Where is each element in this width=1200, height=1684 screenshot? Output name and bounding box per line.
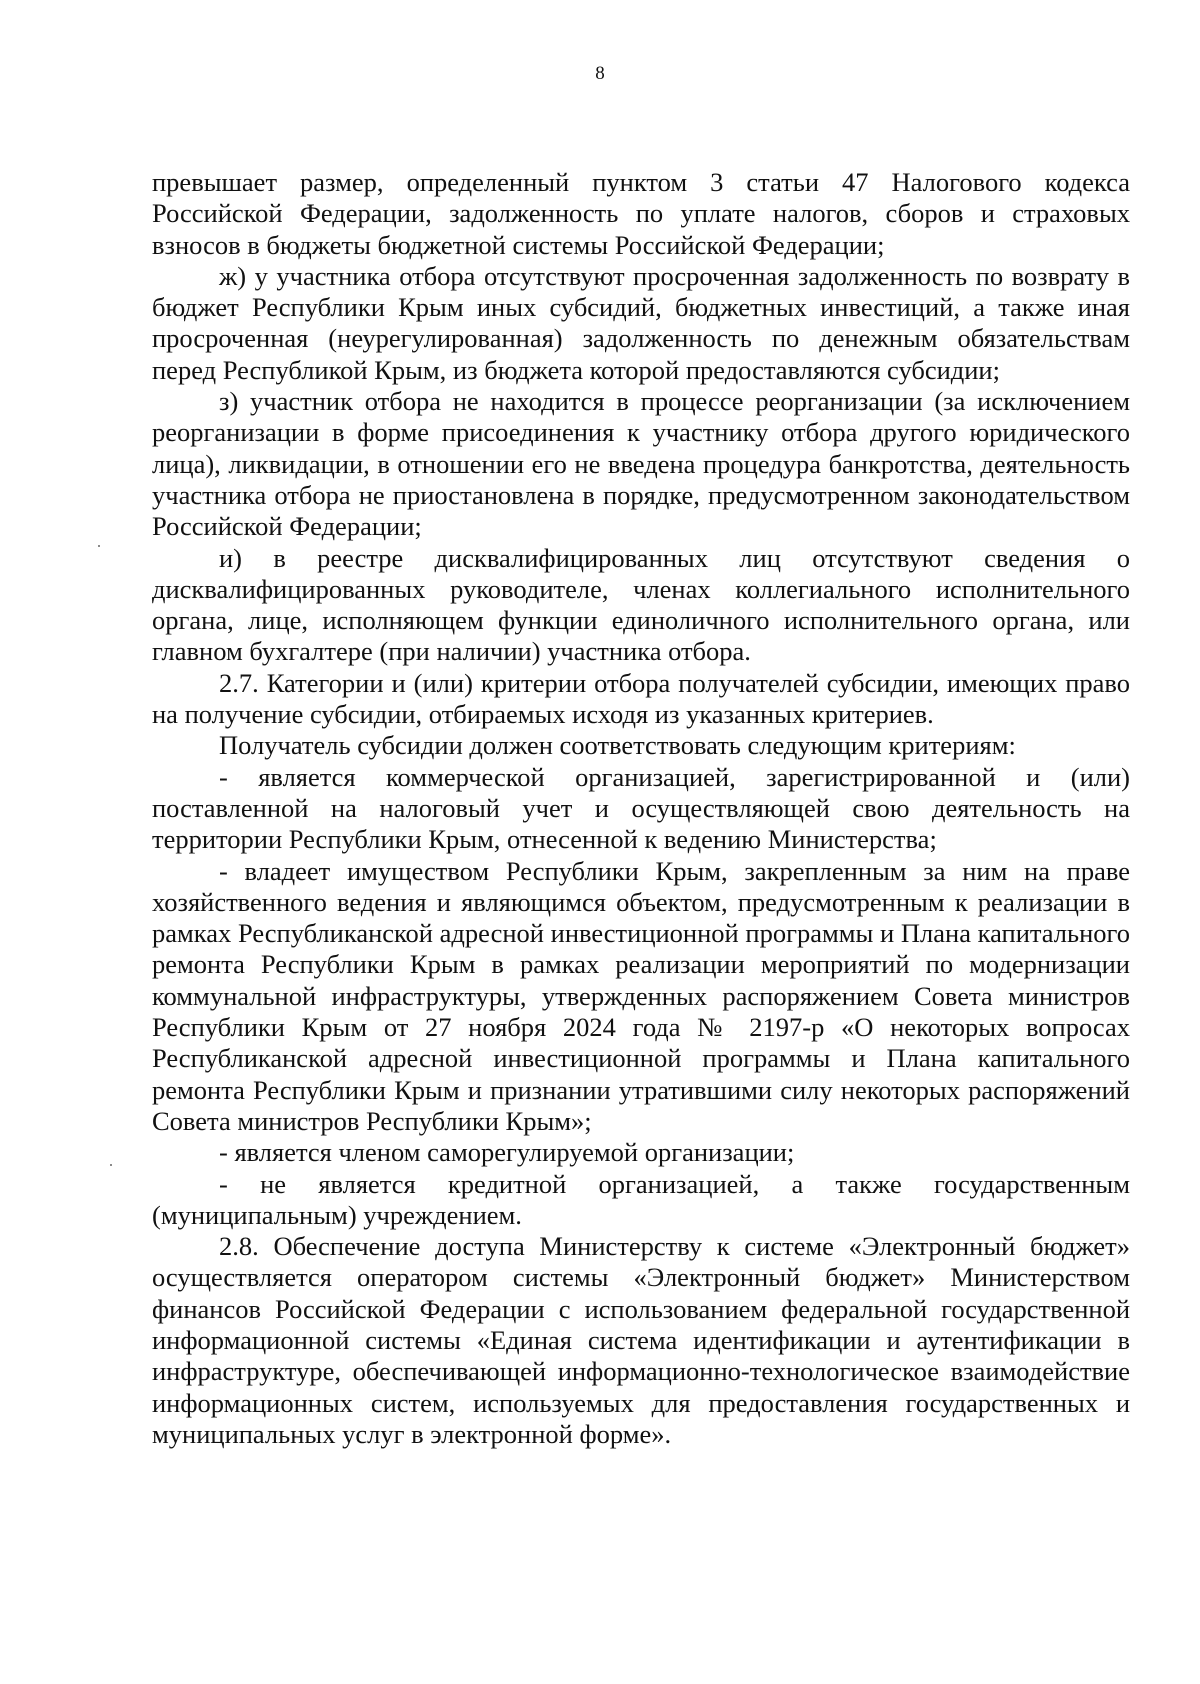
document-body (152, 167, 1130, 1450)
paragraph-item-i: и) в реестре дисквалифицированных лиц отсутствуют сведения о дисквалифицированных руководителе, членах коллегиального исполнительного органа, лице, исполняющем функции единоличного исполнительного органа, или главном бухгалтере (при наличии) участника отбора. (152, 542, 1130, 667)
scan-speck (110, 1164, 112, 1166)
paragraph-criterion-sro: - является членом саморегулируемой организации; (219, 1137, 795, 1168)
paragraph-section-2-7: 2.7. Категории и (или) критерии отбора получателей субсидии, имеющих право на получение субсидии, отбираемых исходя из указанных критериев. (152, 667, 1130, 730)
paragraph-item-z: з) участник отбора не находится в процессе реорганизации (за исключением реорганизации в форме присоединения к участнику отбора другого юридического лица), ликвидации, в отношении его не введена процедура банкротства, деятельность участника отбора не приостановлена в порядке, предусмотренном законодательством Российской Федерации; (152, 386, 1130, 542)
paragraph-criterion-property: - владеет имуществом Республики Крым, закрепленным за ним на праве хозяйственного ведения и являющимся объектом, предусмотренным к реализации в рамках Республиканской адресной инвестиционной программы и Плана капитального ремонта Республики Крым в рамках реализации мероприятий по модернизации коммунальной инфраструктуры, утвержденных распоряжением Совета министров Республики Крым от 27 ноября 2024 года № 2197-р «О некоторых вопросах Республиканской адресной инвестиционной программы и Плана капитального ремонта Республики Крым и признании утратившими силу некоторых распоряжений Совета министров Республики Крым»; (152, 855, 1130, 1136)
page-number: 8 (595, 63, 605, 84)
scan-speck (98, 545, 100, 547)
paragraph-criterion-commercial: - является коммерческой организацией, зарегистрированной и (или) поставленной на налоговый учет и осуществляющей свою деятельность на территории Республики Крым, отнесенной к ведению Министерства; (152, 761, 1130, 855)
paragraph-criteria-intro: Получатель субсидии должен соответствовать следующим критериям: (219, 730, 1016, 761)
paragraph-continuation: превышает размер, определенный пунктом 3 статьи 47 Налогового кодекса Российской Федерации, задолженность по уплате налогов, сборов и страховых взносов в бюджеты бюджетной системы Российской Федерации; (152, 167, 1130, 260)
paragraph-item-zh: ж) у участника отбора отсутствуют просроченная задолженность по возврату в бюджет Республики Крым иных субсидий, бюджетных инвестиций, а также иная просроченная (неурегулированная) задолженность по денежным обязательствам перед Республикой Крым, из бюджета которой предоставляются субсидии; (152, 260, 1130, 385)
paragraph-section-2-8: 2.8. Обеспечение доступа Министерству к системе «Электронный бюджет» осуществляется оператором системы «Электронный бюджет» Министерством финансов Российской Федерации с использованием федеральной государственной информационной системы «Единая система идентификации и аутентификации в инфраструктуре, обеспечивающей информационно-технологическое взаимодействие информационных систем, используемых для предоставления государственных и муниципальных услуг в электронной форме». (152, 1231, 1130, 1449)
paragraph-criterion-not-credit: - не является кредитной организацией, а также государственным (муниципальным) учреждением. (152, 1168, 1130, 1230)
